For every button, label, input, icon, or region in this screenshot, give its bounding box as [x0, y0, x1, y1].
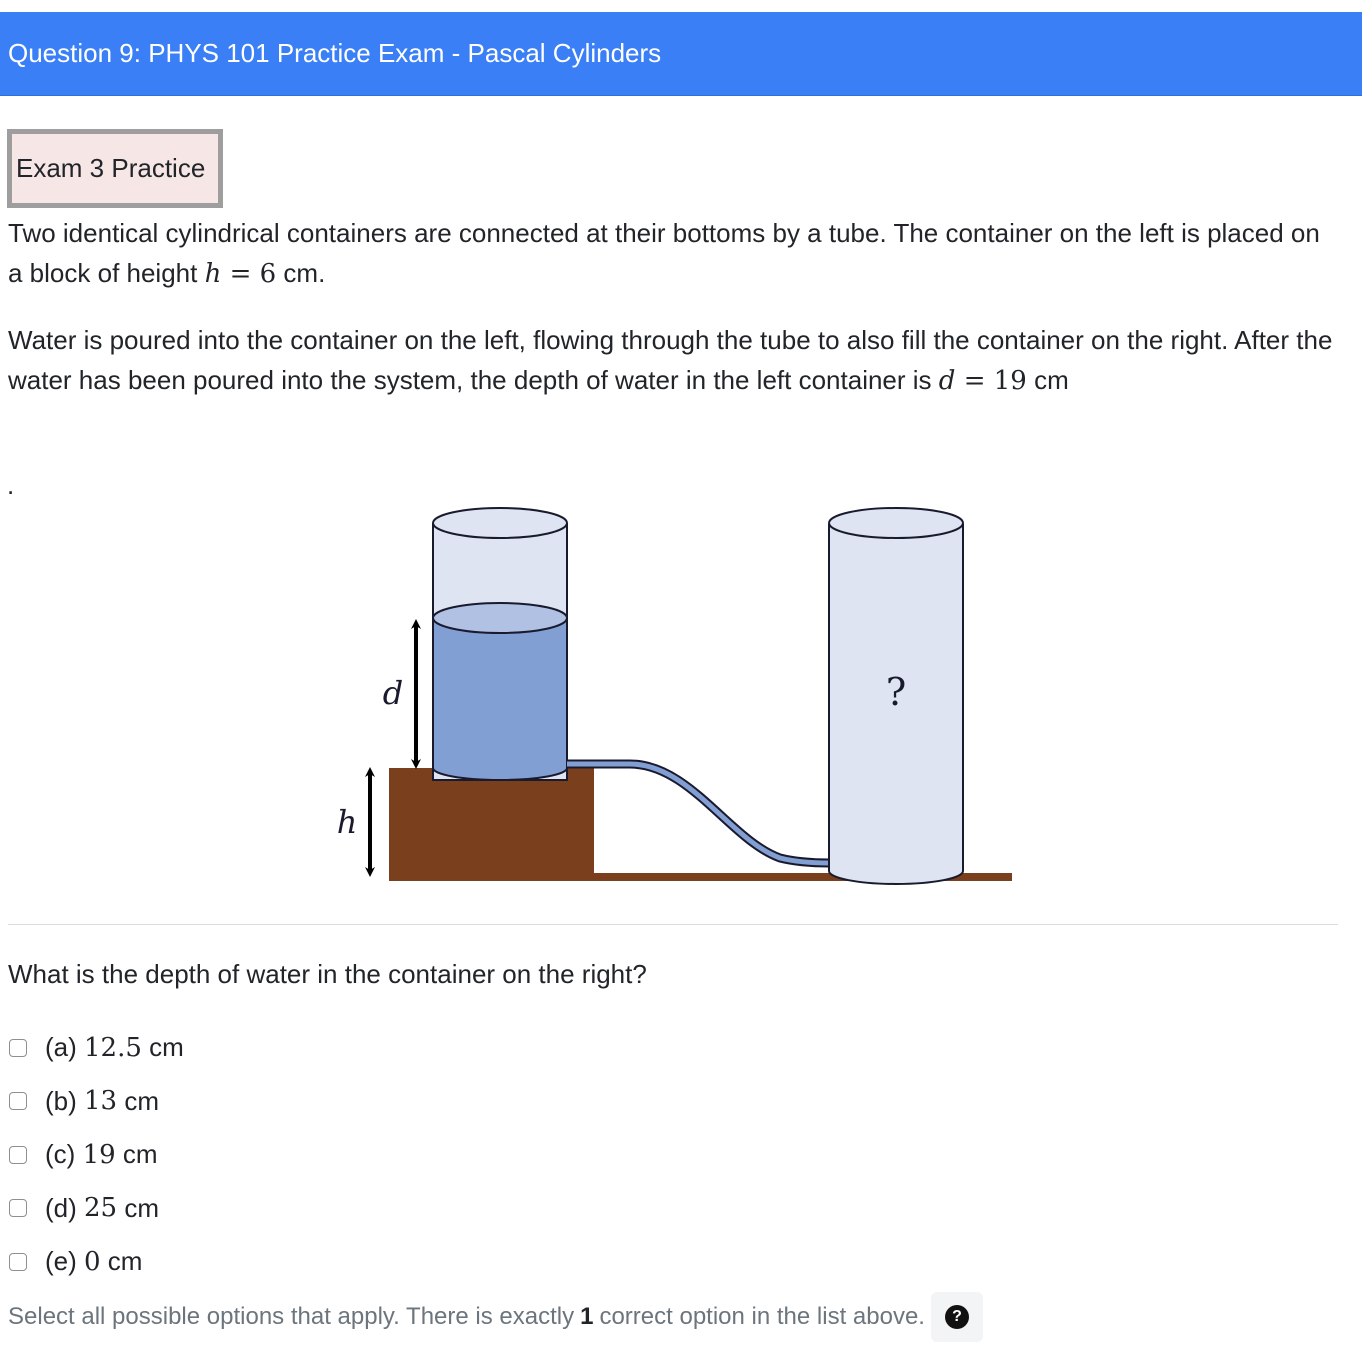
question-header — [0, 12, 1362, 96]
option-e-unit: cm — [107, 1246, 143, 1277]
math-eq-h: = 6 — [221, 259, 277, 289]
paragraph-2-text: Water is poured into the container on the left, flowing through the tube to also fill the container on the right. After the water has been poured into the system, the depth of water in the left container is — [8, 325, 1333, 395]
option-d-unit: cm — [124, 1192, 160, 1223]
math-eq-d: = 19 — [955, 366, 1027, 396]
option-b[interactable] — [8, 1075, 184, 1129]
option-c-value: 19 — [82, 1139, 116, 1170]
divider — [8, 924, 1338, 925]
connecting-tube-outline — [567, 764, 830, 863]
pascal-cylinders-figure — [330, 500, 1020, 890]
option-e-checkbox[interactable] — [9, 1253, 27, 1271]
help-text-a: Select all possible options that apply. There is exactly — [8, 1303, 575, 1330]
left-water-surface — [433, 603, 567, 633]
option-a[interactable] — [8, 1021, 184, 1075]
option-c-unit: cm — [122, 1139, 158, 1170]
label-d: d — [382, 674, 404, 712]
option-b-unit: cm — [124, 1085, 160, 1116]
question-title: Question 9: PHYS 101 Practice Exam - Pascal Cylinders — [8, 38, 662, 68]
option-a-value: 12.5 — [84, 1032, 142, 1063]
question-mark-icon: ? — [945, 1305, 969, 1329]
label-unknown: ? — [885, 670, 907, 714]
answer-options — [8, 1021, 184, 1289]
paragraph-1-text: Two identical cylindrical containers are connected at their bottoms by a tube. The container on the left is placed on a block of height — [8, 218, 1320, 288]
option-a-letter: (a) — [45, 1032, 77, 1063]
option-b-checkbox[interactable] — [9, 1092, 27, 1110]
stray-period: . — [7, 470, 15, 500]
option-d-checkbox[interactable] — [9, 1199, 27, 1217]
paragraph-2-unit: cm — [1026, 365, 1069, 395]
help-button[interactable] — [931, 1292, 983, 1342]
option-a-checkbox[interactable] — [9, 1039, 27, 1057]
option-b-value: 13 — [84, 1086, 118, 1117]
figure-svg — [330, 500, 1020, 890]
option-e-value: 0 — [84, 1246, 101, 1277]
left-water — [433, 618, 567, 780]
label-h: h — [336, 803, 358, 841]
paragraph-1-unit: cm. — [276, 258, 326, 288]
option-b-letter: (b) — [45, 1085, 77, 1116]
help-text-b: correct option in the list above. — [599, 1303, 925, 1330]
connecting-tube — [567, 764, 830, 863]
math-var-d: d — [938, 366, 956, 396]
option-a-unit: cm — [149, 1032, 184, 1063]
option-c[interactable] — [8, 1128, 184, 1182]
option-e[interactable] — [8, 1235, 184, 1289]
exam-badge — [7, 129, 223, 208]
block — [389, 768, 594, 881]
exam-badge-label: Exam 3 Practice — [16, 153, 206, 183]
problem-paragraph-1 — [8, 213, 1338, 294]
problem-paragraph-2 — [8, 320, 1338, 401]
left-container-top — [433, 508, 567, 538]
option-d[interactable] — [8, 1182, 184, 1236]
option-c-letter: (c) — [45, 1139, 76, 1170]
correct-count: 1 — [580, 1303, 594, 1330]
question-text: What is the depth of water in the container on the right? — [8, 959, 647, 989]
selection-help-text — [8, 1292, 983, 1342]
option-c-checkbox[interactable] — [9, 1146, 27, 1164]
option-d-letter: (d) — [45, 1192, 77, 1223]
option-d-value: 25 — [84, 1193, 118, 1224]
math-var-h: h — [204, 259, 222, 289]
option-e-letter: (e) — [45, 1246, 77, 1277]
right-container-top — [829, 508, 963, 538]
